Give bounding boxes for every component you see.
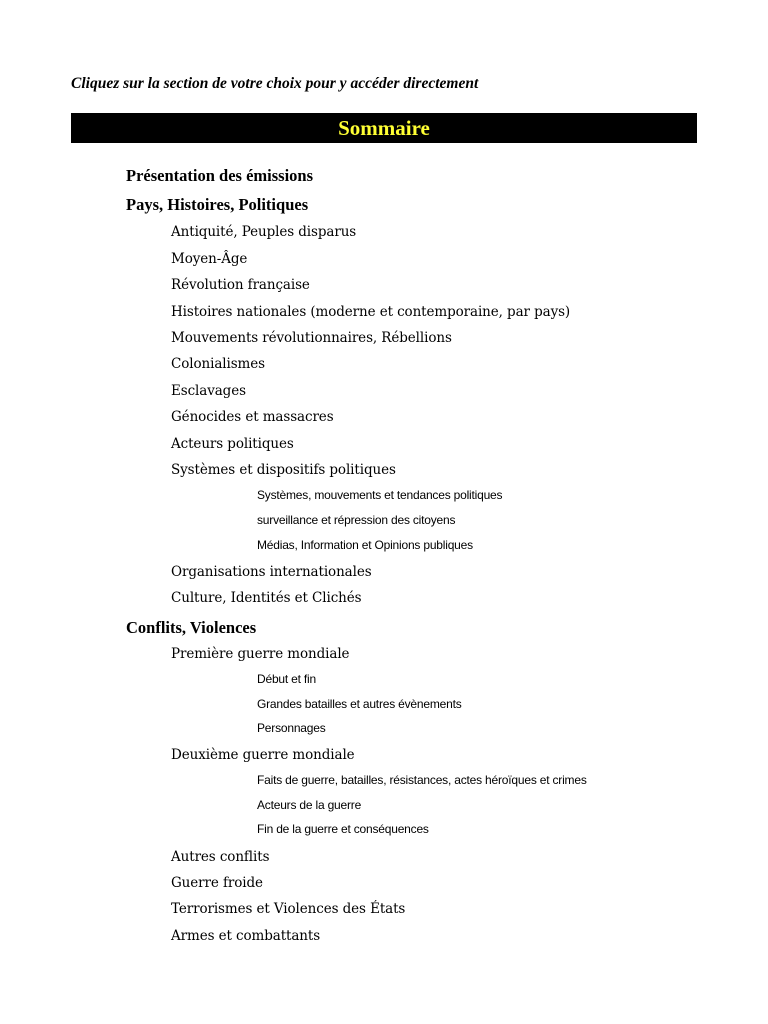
toc-subsubsection-link[interactable]: Grandes batailles et autres évènements — [257, 697, 462, 711]
toc-subsection-link[interactable]: Colonialismes — [171, 356, 265, 372]
toc-subsection-link[interactable]: Autres conflits — [171, 849, 270, 865]
toc-subsection-link[interactable]: Acteurs politiques — [171, 436, 294, 452]
toc-subsection-link[interactable]: Moyen-Âge — [171, 251, 248, 267]
toc-subsection-link[interactable]: Culture, Identités et Clichés — [171, 590, 362, 606]
toc-subsubsection-link[interactable]: Systèmes, mouvements et tendances politiques — [257, 488, 503, 502]
toc-subsection-link[interactable]: Antiquité, Peuples disparus — [171, 224, 357, 240]
toc-subsubsection-link[interactable]: Personnages — [257, 721, 326, 735]
summary-title: Sommaire — [338, 115, 430, 140]
toc-section-link[interactable]: Conflits, Violences — [126, 618, 257, 637]
toc-subsubsection-link[interactable]: Acteurs de la guerre — [257, 798, 362, 812]
toc-section-link[interactable]: Présentation des émissions — [126, 166, 313, 185]
toc-subsection-link[interactable]: Révolution française — [171, 277, 310, 293]
toc-subsection-link[interactable]: Deuxième guerre mondiale — [171, 747, 355, 763]
toc-subsection-link[interactable]: Guerre froide — [171, 875, 263, 891]
toc-subsubsection-link[interactable]: Médias, Information et Opinions publiques — [257, 538, 473, 552]
toc-subsubsection-link[interactable]: Fin de la guerre et conséquences — [257, 822, 429, 836]
toc-subsection-link[interactable]: Organisations internationales — [171, 564, 372, 580]
toc-subsection-link[interactable]: Génocides et massacres — [171, 409, 334, 425]
toc-subsection-link[interactable]: Mouvements révolutionnaires, Rébellions — [171, 330, 452, 346]
instruction-text: Cliquez sur la section de votre choix pour y accéder directement — [71, 75, 479, 92]
toc-subsubsection-link[interactable]: Début et fin — [257, 672, 316, 686]
toc-section-link[interactable]: Pays, Histoires, Politiques — [126, 195, 309, 214]
toc-subsection-link[interactable]: Esclavages — [171, 383, 246, 399]
toc-subsubsection-link[interactable]: Faits de guerre, batailles, résistances, actes héroïques et crimes — [257, 773, 587, 787]
toc-subsection-link[interactable]: Armes et combattants — [171, 928, 321, 944]
toc-subsection-link[interactable]: Terrorismes et Violences des États — [171, 901, 406, 917]
toc-subsection-link[interactable]: Histoires nationales (moderne et contemporaine, par pays) — [171, 304, 571, 320]
toc-subsection-link[interactable]: Première guerre mondiale — [171, 646, 350, 662]
toc-subsubsection-link[interactable]: surveillance et répression des citoyens — [257, 513, 456, 527]
toc-subsection-link[interactable]: Systèmes et dispositifs politiques — [171, 462, 396, 478]
